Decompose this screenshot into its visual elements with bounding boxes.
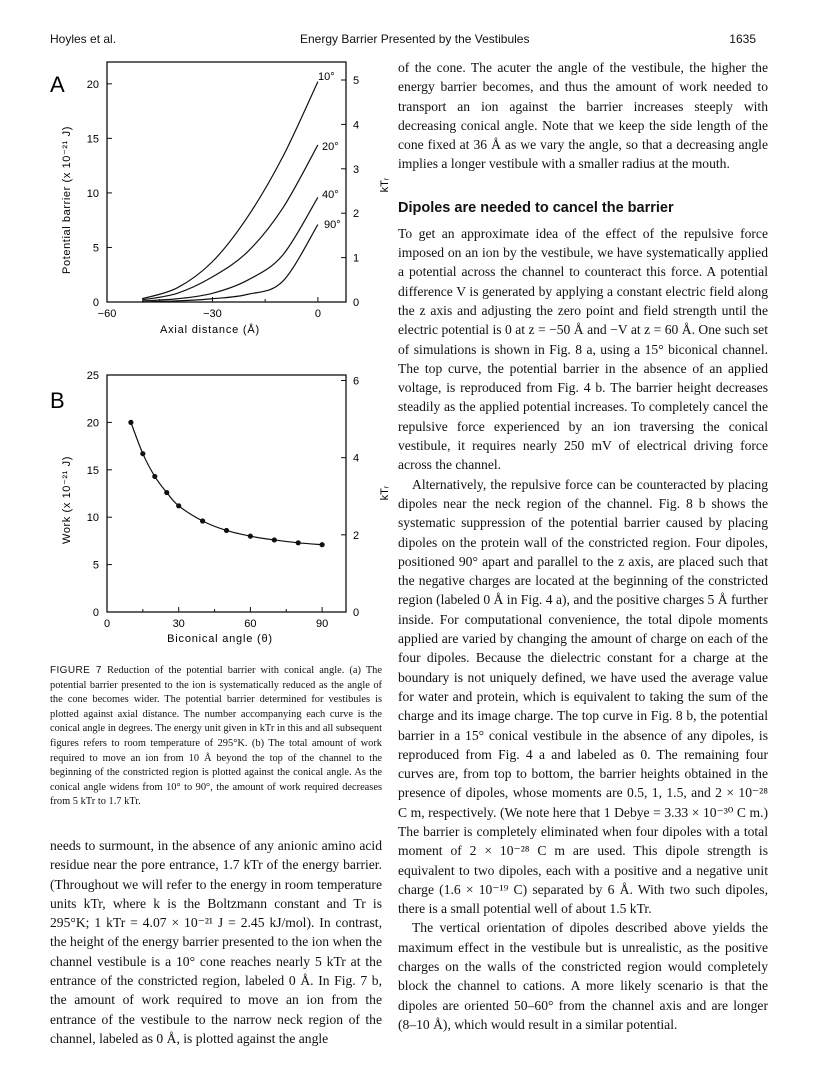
y-right-tick-label-a: 4 [353, 119, 360, 132]
panel-label-b: B [50, 388, 65, 413]
x-tick-label-a: −60 [97, 308, 117, 320]
x-tick-label-a: 0 [314, 308, 321, 320]
y-tick-label-a: 15 [86, 133, 99, 146]
y-axis-label-a: Potential barrier (x 10⁻²¹ J) [61, 126, 73, 274]
figure-7a-chart [50, 62, 391, 336]
plot-frame-b [107, 375, 346, 612]
panel-label-a: A [50, 72, 65, 97]
curve-label-40deg: 40° [322, 189, 339, 201]
y-tick-label-a: 0 [92, 297, 99, 309]
curve-label-90deg: 90° [324, 219, 341, 231]
y-right-tick-label-a: 3 [353, 163, 360, 176]
y-right-tick-label-b: 0 [353, 607, 360, 619]
x-tick-label-b: 60 [244, 618, 257, 630]
work-data-point [296, 540, 301, 545]
y-tick-label-b: 25 [86, 370, 99, 382]
left-column-body: needs to surmount, in the absence of any anionic amino acid residue near the pore entrance, 1.7 kTr of the energy barrier. (Throughout we will refer to the energy in room temperature units kTr, where k is the Boltzmann constant and Tr is 295°K; 1 kTr = 4.07 × 10⁻²¹ J = 2.45 kJ/mol). In contrast, the height of the energy barrier presented to the ion when the channel vestibule is a 10° cone reaches nearly 5 kTr at the entrance of the constricted region, labeled 0 Å. In Fig. 7 b, the amount of work required to move an ion from the entrance of the vestibule to the narrow neck region of the channel, labeled as 0 Å, is plotted against the angle [50, 838, 382, 1046]
curve-40deg [142, 197, 318, 301]
right-column [398, 58, 768, 1034]
y-right-tick-label-b: 2 [353, 529, 360, 542]
y-right-tick-label-a: 5 [353, 75, 360, 87]
y-right-tick-label-a: 1 [353, 252, 360, 265]
curve-20deg [142, 145, 318, 300]
curve-label-10deg: 10° [318, 71, 335, 83]
y-right-label-b: kTᵣ [379, 485, 391, 501]
y-tick-label-a: 10 [86, 187, 99, 200]
work-curve [131, 422, 322, 544]
y-right-tick-label-a: 2 [353, 208, 360, 221]
curve-label-20deg: 20° [322, 141, 339, 153]
curve-90deg [142, 225, 318, 302]
x-tick-label-a: −30 [203, 308, 222, 320]
y-tick-label-a: 20 [86, 78, 99, 91]
x-tick-label-b: 30 [172, 618, 185, 630]
work-data-point [272, 537, 277, 542]
work-data-point [164, 490, 169, 495]
work-data-point [152, 474, 157, 479]
page-number: 1635 [729, 32, 756, 46]
y-tick-label-b: 10 [86, 512, 99, 525]
work-data-point [248, 534, 253, 539]
y-tick-label-b: 20 [86, 417, 99, 430]
y-tick-label-b: 5 [92, 559, 99, 572]
work-data-point [320, 542, 325, 547]
figure-caption-text: Reduction of the potential barrier with conical angle. (a) The potential barrier presented to the ion is systematically reduced as the angle of the cone becomes wider. The potential barrier determined for vestibules is plotted against axial distance. The number accompanying each curve is the conical angle in degrees. The energy unit given in kTr in this and all subsequent figures refers to room temperature of 295°K. (b) The total amount of work required to move an ion from 10 Å beyond the top of the channel to the beginning of the constricted region is plotted against the conical angle. As the conical angle widens from 10° to 90°, the amount of work required decreases from 5 kTr to 1.7 kTr. [50, 665, 382, 808]
work-data-point [224, 528, 229, 533]
work-data-point [200, 518, 205, 523]
x-tick-label-b: 90 [315, 618, 329, 630]
y-right-tick-label-b: 6 [353, 375, 360, 388]
work-data-point [128, 420, 133, 425]
work-data-point [176, 503, 181, 508]
section-heading-dipoles: Dipoles are needed to cancel the barrier [398, 199, 674, 216]
paragraph-applied-potential: To get an approximate idea of the effect of the repulsive force imposed on an ion by the vestibule, we have systematically applied a potential across the channel to counteract this force. A potential difference V is generated by applying a constant electric field along the z axis and adjusting the zero point and field strength until the electric potential is 0 at z = −50 Å and −V at z = 60 Å. One such set of simulations is shown in Fig. 8 a, using a 15° biconical channel. The top curve, the potential barrier in the absence of an applied voltage, is reproduced from Fig. 4 b. The barrier height decreases steadily as the applied potential increases. To completely cancel the repulsive force experienced by an ion traversing the conical vestibule, it requires nearly 250 mV of electrical driving force across the channel. [398, 225, 768, 473]
running-header-title: Energy Barrier Presented by the Vestibules [300, 32, 530, 46]
y-right-tick-label-b: 4 [353, 452, 360, 465]
figure-caption [50, 664, 382, 810]
x-axis-label-a: Axial distance (Å) [160, 324, 260, 336]
x-axis-label-b: Biconical angle (θ) [167, 633, 273, 645]
figure-caption-label: FIGURE 7 [50, 665, 102, 676]
y-tick-label-a: 5 [92, 242, 99, 255]
y-right-label-a: kTᵣ [379, 177, 391, 193]
paragraph-dipole-orientation: The vertical orientation of dipoles described above yields the maximum effect in the vestibule but is unrealistic, as the positive charges on the walls of the constricted region would completely block the channel to cations. A more likely scenario is that the dipoles are oriented 50–60° from the channel axis and are longer (8–10 Å), which would result in a similar potential. [398, 920, 768, 1032]
figure-7b-chart [50, 370, 391, 645]
x-tick-label-b: 0 [103, 618, 111, 630]
y-axis-label-b: Work (x 10⁻²¹ J) [61, 456, 73, 544]
paragraph-dipoles: Alternatively, the repulsive force can be counteracted by placing dipoles near the neck region of the channel. Fig. 8 b shows the systematic suppression of the potential barrier caused by placing dipoles on the protein wall of the constricted region. Four dipoles, positioned 90° apart and parallel to the z axis, are placed such that the negative charges are located at the beginning of the constricted region (labeled 0 Å in Fig. 4 a), and the positive charges 5 Å further inside. For computational convenience, the total dipole moments applied are varied by changing the amount of charge on each of the four dipoles. Because the dielectric constant for a charge at the boundary is not uniquely defined, we have used the average value for water and protein, which is equivalent to taking the sum of the charge and its image charge. The top curve in Fig. 8 b, the potential barrier in a 15° conical vestibule in the absence of any dipoles, is reproduced from Fig. 4 a and labeled as 0. The remaining four curves are, from top to bottom, the barrier heights obtained in the presence of dipoles, whose moments are 0.5, 1, 1.5, and 2 × 10⁻²⁸ C m, respectively. (We note here that 1 Debye = 3.33 × 10⁻³⁰ C m.) The barrier is completely eliminated when four dipoles with a total moment of 2 × 10⁻²⁸ C m are used. This dipole strength is equivalent to two dipoles, each with a positive and a negative unit charge (1.6 × 10⁻¹⁹ C) separated by 6 Å. With two such dipoles, there is a small potential well of about 1.5 kTr. [398, 476, 768, 917]
work-data-point [140, 451, 145, 456]
y-tick-label-b: 0 [92, 607, 99, 619]
y-tick-label-b: 15 [86, 464, 99, 477]
paragraph-cone-angle: of the cone. The acuter the angle of the vestibule, the higher the energy barrier becomes, and thus the amount of work needed to transport an ion against the barrier increases steeply with decreasing conical angle. Note that we keep the side length of the cone fixed at 36 Å as we vary the angle, so that a decreasing angle implies a longer vestibule with a smaller radius at the mouth. [398, 60, 768, 172]
y-right-tick-label-a: 0 [353, 297, 360, 309]
running-header-authors: Hoyles et al. [50, 32, 117, 46]
